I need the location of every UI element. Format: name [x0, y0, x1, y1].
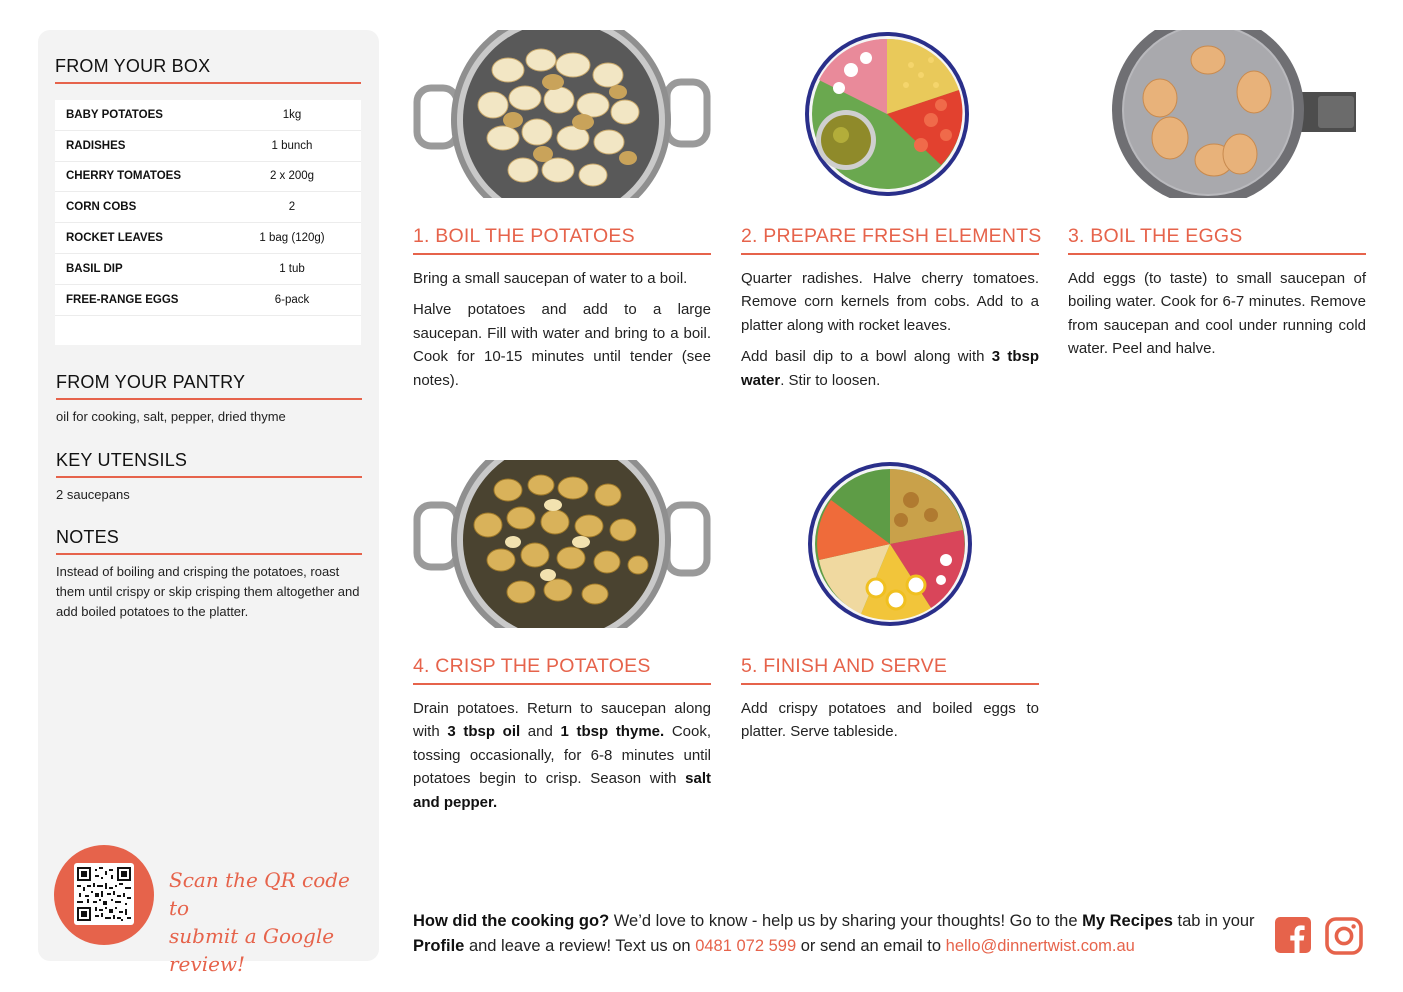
- step-1-body: [413, 267, 711, 400]
- emphasis-text: 3 tbsp oil: [447, 723, 521, 741]
- body-text: Cook, tossing occasionally, for 6-8 minutes until potatoes begin to crisp. Season with: [413, 723, 712, 788]
- emphasis-text: 1 tbsp thyme.: [560, 723, 665, 741]
- ingredient-quantity: 1kg: [282, 108, 302, 121]
- emphasis-text: Profile: [413, 937, 465, 955]
- step-3-title: 3. BOIL THE EGGS: [1068, 225, 1243, 247]
- ingredient-quantity: 1 bag (120g): [259, 232, 325, 245]
- crispy-potatoes-photo: [413, 460, 711, 628]
- heading-divider: [56, 398, 362, 400]
- step-divider: [1068, 253, 1366, 255]
- ingredient-quantity: 1 tub: [279, 262, 305, 275]
- pantry-text: oil for cooking, salt, pepper, dried thyme: [56, 409, 286, 424]
- notes-text: Instead of boiling and crisping the potatoes, roast them until crispy or skip crisping them altogether and add boiled potatoes to the platter.: [56, 564, 360, 619]
- ingredient-quantity: 2 x 200g: [269, 170, 315, 183]
- step-5-body: [741, 697, 1039, 752]
- body-text: or send an email to: [796, 937, 946, 955]
- step-2-title: 2. PREPARE FRESH ELEMENTS: [741, 225, 1042, 247]
- heading-divider: [56, 476, 362, 478]
- step-paragraph: [413, 298, 711, 392]
- step-1-title: 1. BOIL THE POTATOES: [413, 225, 635, 247]
- step-paragraph: [741, 345, 1039, 392]
- body-text: . Stir to loosen.: [780, 371, 881, 389]
- ingredient-quantity: 1 bunch: [271, 139, 313, 152]
- ingredient-row: [55, 285, 361, 316]
- step-3-body: [1068, 267, 1366, 369]
- boiled-potatoes-photo: [413, 30, 711, 198]
- ingredient-name: RADISHES: [66, 139, 126, 152]
- review-request-text: [413, 909, 1263, 959]
- body-text: Add crispy potatoes and boiled eggs to platter. Serve tableside.: [741, 700, 1039, 741]
- ingredient-name: BASIL DIP: [66, 262, 123, 275]
- ingredients-table: [55, 100, 361, 345]
- step-paragraph: [741, 267, 1039, 337]
- body-text: tab in your: [1172, 912, 1255, 930]
- ingredient-row: [55, 162, 361, 193]
- ingredient-quantity: 6-pack: [274, 293, 310, 306]
- body-text: Halve potatoes and add to a large saucepan. Fill with water and bring to a boil. Cook for 10-15 minutes until tender (see notes).: [413, 301, 711, 389]
- ingredients-sidebar: [38, 30, 379, 976]
- ingredient-name: CHERRY TOMATOES: [66, 170, 182, 183]
- ingredient-row: [55, 223, 361, 254]
- body-text: Add eggs (to taste) to small saucepan of boiling water. Cook for 6-7 minutes. Remove from saucepan and cool under running cold water. Peel and halve.: [1068, 270, 1366, 358]
- step-divider: [741, 253, 1039, 255]
- finished-platter-photo: [741, 460, 1039, 628]
- from-your-box-heading: FROM YOUR BOX: [55, 56, 211, 76]
- body-text: and: [520, 723, 561, 741]
- ingredient-row: [55, 131, 361, 162]
- instagram-icon[interactable]: [1325, 917, 1363, 955]
- heading-divider: [55, 82, 361, 84]
- step-divider: [413, 683, 711, 685]
- step-paragraph: [413, 267, 711, 290]
- ingredient-name: BABY POTATOES: [66, 108, 163, 121]
- contact-link[interactable]: hello@dinnertwist.com.au: [945, 937, 1135, 955]
- body-text: and leave a review! Text us on: [464, 937, 696, 955]
- body-text: Drain potatoes. Return to saucepan along with: [413, 700, 711, 741]
- step-paragraph: [741, 697, 1039, 744]
- facebook-icon[interactable]: [1275, 917, 1313, 955]
- notes-heading: NOTES: [56, 527, 120, 547]
- body-text: Bring a small saucepan of water to a boil.: [413, 270, 688, 287]
- step-divider: [413, 253, 711, 255]
- contact-link[interactable]: 0481 072 599: [695, 937, 797, 955]
- utensils-text: 2 saucepans: [56, 487, 130, 502]
- step-4-body: [413, 697, 711, 822]
- ingredient-quantity: 2: [288, 201, 296, 214]
- ingredient-row: [55, 192, 361, 223]
- step-paragraph: [413, 697, 711, 814]
- emphasis-text: salt and pepper.: [413, 770, 711, 811]
- utensils-heading: KEY UTENSILS: [56, 450, 188, 470]
- step-paragraph: [1068, 267, 1366, 361]
- emphasis-text: 3 tbsp water: [741, 348, 1039, 389]
- pantry-heading: FROM YOUR PANTRY: [56, 372, 246, 392]
- qr-caption-line: Scan the QR code to: [169, 868, 350, 920]
- step-2-body: [741, 267, 1039, 400]
- body-text: Quarter radishes. Halve cherry tomatoes. Remove corn kernels from cobs. Add to a platter along with rocket leaves.: [741, 270, 1039, 334]
- ingredient-row: [55, 100, 361, 131]
- ingredient-row: [55, 254, 361, 285]
- step-4-title: 4. CRISP THE POTATOES: [413, 655, 651, 677]
- qr-caption: [169, 866, 369, 978]
- qr-caption-line: submit a Google review!: [169, 924, 335, 976]
- heading-divider: [56, 553, 362, 555]
- ingredient-name: FREE-RANGE EGGS: [66, 293, 179, 306]
- ingredient-name: CORN COBS: [66, 201, 137, 214]
- step-5-title: 5. FINISH AND SERVE: [741, 655, 948, 677]
- step-divider: [741, 683, 1039, 685]
- emphasis-text: How did the cooking go?: [413, 912, 610, 930]
- qr-code-icon[interactable]: [74, 863, 134, 925]
- emphasis-text: My Recipes: [1082, 912, 1173, 930]
- qr-badge: [54, 845, 154, 945]
- ingredient-name: ROCKET LEAVES: [66, 232, 163, 245]
- boiled-eggs-photo: [1068, 30, 1366, 198]
- fresh-platter-photo: [741, 30, 1039, 198]
- body-text: We’d love to know - help us by sharing your thoughts! Go to the: [609, 912, 1083, 930]
- body-text: Add basil dip to a bowl along with: [741, 348, 992, 366]
